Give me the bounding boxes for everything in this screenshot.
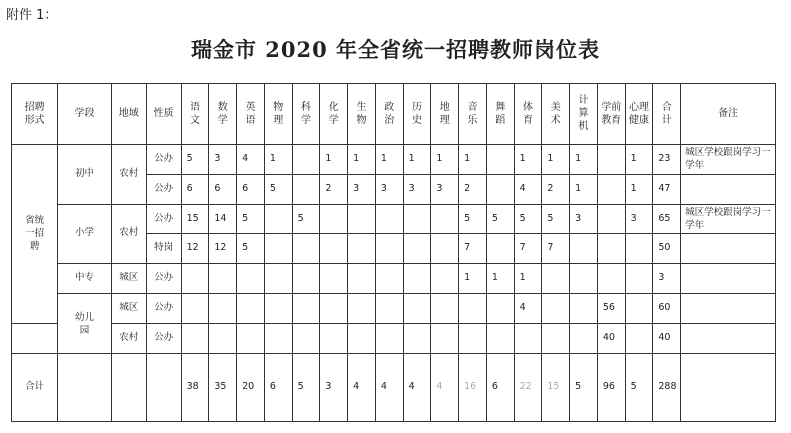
cell-huaxue: 2 <box>320 174 348 204</box>
cell-meishu: 7 <box>542 234 570 264</box>
header-yinyue: 音乐 <box>459 84 487 145</box>
cell-shengwu: 1 <box>348 144 376 174</box>
cell-tiyu: 7 <box>514 234 542 264</box>
header-jisuanji: 计算机 <box>570 84 598 145</box>
cell-shuxue: 6 <box>209 174 237 204</box>
cell-yinyue <box>459 324 487 354</box>
total-lishi: 4 <box>403 353 431 421</box>
cell-wuli <box>264 204 292 234</box>
cell-yingyu: 5 <box>237 234 265 264</box>
cell-tiyu <box>514 324 542 354</box>
cell-heji: 47 <box>653 174 681 204</box>
cell-dili <box>431 234 459 264</box>
cell-zhengzhi: 1 <box>375 144 403 174</box>
total-shengwu: 4 <box>348 353 376 421</box>
stage-youeryuan: 幼儿园 <box>58 294 111 354</box>
cell-xueqian <box>597 144 625 174</box>
cell-lishi <box>403 324 431 354</box>
cell-yingyu: 4 <box>237 144 265 174</box>
cell-shengwu <box>348 324 376 354</box>
cell-jisuanji <box>570 264 598 294</box>
cell-yingyu: 5 <box>237 204 265 234</box>
cell-xinli: 1 <box>625 174 653 204</box>
cell-yinyue <box>459 294 487 324</box>
cell-heji: 23 <box>653 144 681 174</box>
cell-meishu: 5 <box>542 204 570 234</box>
header-huaxue: 化学 <box>320 84 348 145</box>
cell-yingyu <box>237 294 265 324</box>
total-wuli: 6 <box>264 353 292 421</box>
cell-jisuanji <box>570 294 598 324</box>
cell-kexue <box>292 324 320 354</box>
cell-zhengzhi <box>375 264 403 294</box>
total-zhengzhi: 4 <box>375 353 403 421</box>
total-blank <box>146 353 181 421</box>
cell-lishi: 1 <box>403 144 431 174</box>
cell-xueqian: 56 <box>597 294 625 324</box>
cell-tiyu: 4 <box>514 294 542 324</box>
total-kexue: 5 <box>292 353 320 421</box>
cell-huaxue <box>320 324 348 354</box>
cell-shengwu <box>348 204 376 234</box>
cell-meishu <box>542 294 570 324</box>
cell-huaxue: 1 <box>320 144 348 174</box>
nature-cell: 公办 <box>146 204 181 234</box>
total-row <box>12 353 776 421</box>
cell-xinli <box>625 234 653 264</box>
cell-yuwen <box>181 294 209 324</box>
header-dili: 地理 <box>431 84 459 145</box>
cell-xinli <box>625 294 653 324</box>
nature-cell: 公办 <box>146 174 181 204</box>
cell-jisuanji: 1 <box>570 144 598 174</box>
cell-shuxue: 3 <box>209 144 237 174</box>
cell-heji: 50 <box>653 234 681 264</box>
cell-lishi <box>403 294 431 324</box>
cell-dili: 1 <box>431 144 459 174</box>
header-area: 地域 <box>111 84 146 145</box>
nature-cell: 公办 <box>146 264 181 294</box>
cell-yuwen <box>181 324 209 354</box>
cell-meishu: 1 <box>542 144 570 174</box>
note-cell <box>681 174 776 204</box>
attachment-label: 附件 1： <box>6 8 58 23</box>
cell-wuli: 1 <box>264 144 292 174</box>
cell-shuxue <box>209 264 237 294</box>
cell-shuxue <box>209 324 237 354</box>
header-zhengzhi: 政治 <box>375 84 403 145</box>
cell-jisuanji <box>570 234 598 264</box>
total-heji: 288 <box>653 353 681 421</box>
total-blank <box>58 353 111 421</box>
header-row <box>12 84 776 145</box>
cell-dili <box>431 204 459 234</box>
table-row <box>12 324 776 354</box>
cell-shengwu <box>348 264 376 294</box>
page-title: 瑞金市 2020 年全省统一招聘教师岗位表 <box>190 37 601 62</box>
header-kexue: 科学 <box>292 84 320 145</box>
cell-zhengzhi: 3 <box>375 174 403 204</box>
area-nongcun: 农村 <box>111 324 146 354</box>
cell-wudao <box>486 234 514 264</box>
area-nongcun: 农村 <box>111 144 146 204</box>
recruit-form-cell: 省统一招聘 <box>12 144 58 323</box>
cell-shuxue: 12 <box>209 234 237 264</box>
cell-kexue <box>292 144 320 174</box>
header-shuxue: 数学 <box>209 84 237 145</box>
stage-zhongzhuan: 中专 <box>58 264 111 294</box>
cell-yinyue: 1 <box>459 144 487 174</box>
cell-xueqian <box>597 234 625 264</box>
cell-jisuanji <box>570 324 598 354</box>
total-blank <box>111 353 146 421</box>
nature-cell: 特岗 <box>146 234 181 264</box>
cell-tiyu: 1 <box>514 144 542 174</box>
cell-meishu <box>542 264 570 294</box>
cell-wuli <box>264 234 292 264</box>
area-nongcun: 农村 <box>111 204 146 264</box>
note-cell <box>681 324 776 354</box>
note-cell <box>681 294 776 324</box>
cell-zhengzhi <box>375 294 403 324</box>
nature-cell: 公办 <box>146 294 181 324</box>
cell-wuli <box>264 264 292 294</box>
cell-wudao: 5 <box>486 204 514 234</box>
cell-yuwen: 5 <box>181 144 209 174</box>
cell-dili <box>431 264 459 294</box>
total-yuwen: 38 <box>181 353 209 421</box>
cell-wudao <box>486 324 514 354</box>
cell-yinyue: 2 <box>459 174 487 204</box>
cell-yinyue: 7 <box>459 234 487 264</box>
total-jisuanji: 5 <box>570 353 598 421</box>
total-label: 合计 <box>12 353 58 421</box>
area-chengqu: 城区 <box>111 264 146 294</box>
header-lishi: 历史 <box>403 84 431 145</box>
cell-meishu <box>542 324 570 354</box>
header-stage: 学段 <box>58 84 111 145</box>
cell-wudao: 1 <box>486 264 514 294</box>
nature-cell: 公办 <box>146 144 181 174</box>
note-cell <box>681 264 776 294</box>
cell-wudao <box>486 294 514 324</box>
cell-heji: 65 <box>653 204 681 234</box>
cell-huaxue <box>320 234 348 264</box>
stage-chuzhong: 初中 <box>58 144 111 204</box>
header-yuwen: 语文 <box>181 84 209 145</box>
stage-xiaoxue: 小学 <box>58 204 111 264</box>
table-row <box>12 204 776 234</box>
total-xueqian: 96 <box>597 353 625 421</box>
cell-kexue <box>292 264 320 294</box>
total-shuxue: 35 <box>209 353 237 421</box>
total-huaxue: 3 <box>320 353 348 421</box>
cell-kexue: 5 <box>292 204 320 234</box>
total-dili: 4 <box>431 353 459 421</box>
cell-yinyue: 1 <box>459 264 487 294</box>
total-xinli: 5 <box>625 353 653 421</box>
cell-heji: 60 <box>653 294 681 324</box>
nature-cell: 公办 <box>146 324 181 354</box>
cell-yinyue: 5 <box>459 204 487 234</box>
cell-lishi <box>403 264 431 294</box>
cell-shengwu <box>348 234 376 264</box>
cell-xueqian <box>597 174 625 204</box>
cell-xueqian: 40 <box>597 324 625 354</box>
cell-kexue <box>292 174 320 204</box>
header-heji: 合计 <box>653 84 681 145</box>
header-beizhu: 备注 <box>681 84 776 145</box>
cell-lishi <box>403 204 431 234</box>
header-xinli: 心理健康 <box>625 84 653 145</box>
header-wuli: 物理 <box>264 84 292 145</box>
header-wudao: 舞蹈 <box>486 84 514 145</box>
header-xueqian: 学前教育 <box>597 84 625 145</box>
cell-huaxue <box>320 204 348 234</box>
area-chengqu: 城区 <box>111 294 146 324</box>
header-meishu: 美术 <box>542 84 570 145</box>
total-yinyue: 16 <box>459 353 487 421</box>
table-row <box>12 264 776 294</box>
cell-meishu: 2 <box>542 174 570 204</box>
header-recruit-form: 招聘形式 <box>12 84 58 145</box>
total-tiyu: 22 <box>514 353 542 421</box>
cell-zhengzhi <box>375 234 403 264</box>
cell-wuli <box>264 324 292 354</box>
cell-xueqian <box>597 204 625 234</box>
cell-tiyu: 4 <box>514 174 542 204</box>
cell-heji: 40 <box>653 324 681 354</box>
cell-heji: 3 <box>653 264 681 294</box>
cell-tiyu: 5 <box>514 204 542 234</box>
cell-kexue <box>292 294 320 324</box>
total-meishu: 15 <box>542 353 570 421</box>
note-cell: 城区学校跟岗学习一学年 <box>681 144 776 174</box>
cell-wuli: 5 <box>264 174 292 204</box>
cell-huaxue <box>320 264 348 294</box>
header-shengwu: 生物 <box>348 84 376 145</box>
recruit-form-blank <box>12 324 58 354</box>
cell-yingyu <box>237 324 265 354</box>
note-cell <box>681 234 776 264</box>
cell-xinli <box>625 324 653 354</box>
cell-lishi: 3 <box>403 174 431 204</box>
cell-zhengzhi <box>375 324 403 354</box>
cell-tiyu: 1 <box>514 264 542 294</box>
cell-lishi <box>403 234 431 264</box>
cell-yingyu <box>237 264 265 294</box>
cell-wudao <box>486 174 514 204</box>
cell-xinli <box>625 264 653 294</box>
header-nature: 性质 <box>146 84 181 145</box>
cell-dili <box>431 324 459 354</box>
cell-yuwen <box>181 264 209 294</box>
cell-xinli: 1 <box>625 144 653 174</box>
total-yingyu: 20 <box>237 353 265 421</box>
cell-jisuanji: 3 <box>570 204 598 234</box>
total-wudao: 6 <box>486 353 514 421</box>
cell-zhengzhi <box>375 204 403 234</box>
cell-shuxue: 14 <box>209 204 237 234</box>
cell-wuli <box>264 294 292 324</box>
cell-dili: 3 <box>431 174 459 204</box>
cell-huaxue <box>320 294 348 324</box>
cell-xinli: 3 <box>625 204 653 234</box>
cell-shuxue <box>209 294 237 324</box>
header-tiyu: 体育 <box>514 84 542 145</box>
total-note <box>681 353 776 421</box>
table-row <box>12 144 776 174</box>
table-row <box>12 294 776 324</box>
recruitment-table <box>11 83 776 422</box>
cell-shengwu <box>348 294 376 324</box>
cell-dili <box>431 294 459 324</box>
cell-yuwen: 15 <box>181 204 209 234</box>
cell-yuwen: 12 <box>181 234 209 264</box>
cell-yingyu: 6 <box>237 174 265 204</box>
cell-xueqian <box>597 264 625 294</box>
cell-jisuanji: 1 <box>570 174 598 204</box>
cell-yuwen: 6 <box>181 174 209 204</box>
cell-shengwu: 3 <box>348 174 376 204</box>
note-cell: 城区学校跟岗学习一学年 <box>681 204 776 234</box>
cell-wudao <box>486 144 514 174</box>
header-yingyu: 英语 <box>237 84 265 145</box>
cell-kexue <box>292 234 320 264</box>
